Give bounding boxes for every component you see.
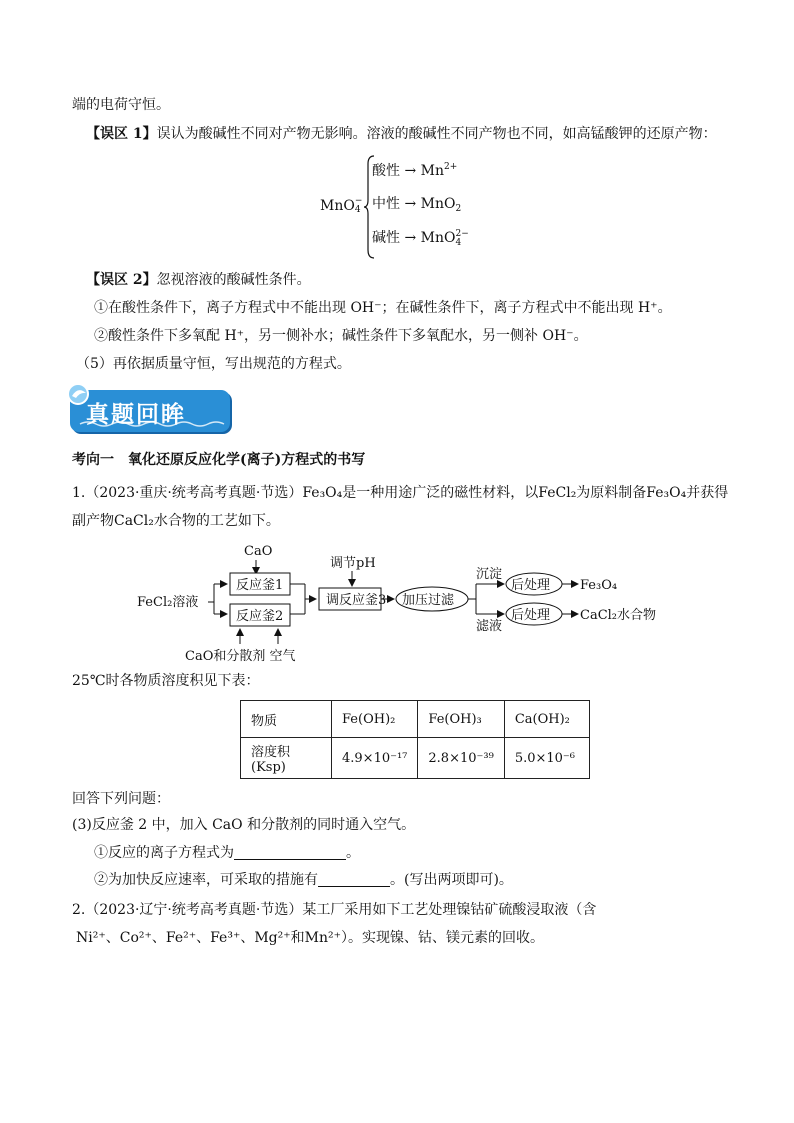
flow-prod1: Fe₃O₄: [580, 578, 618, 593]
answer-prompt: 回答下列问题：: [72, 791, 170, 807]
q1-sub3-2: ②为加快反应速率，可采取的措施有 。(写出两项即可)。: [94, 872, 513, 888]
table-cell: 溶度积(Ksp): [241, 738, 332, 779]
table-row: [241, 738, 590, 779]
mistake1-line: [86, 126, 717, 143]
svg-text:调反应釜3: 调反应釜3: [326, 593, 387, 608]
flow-precipitate: 沉淀: [476, 567, 503, 582]
table-cell: 4.9×10⁻¹⁷: [332, 738, 418, 779]
mistake1-text: 误认为酸碱性不同对产物无影响。溶液的酸碱性不同产物也不同，如高锰酸钾的还原产物：: [156, 126, 717, 142]
flow-ph: 调节pH: [330, 556, 376, 571]
process-flow-diagram: [130, 540, 690, 670]
q2-line2: Ni²⁺、Co²⁺、Fe²⁺、Fe³⁺、Mg²⁺和Mn²⁺）。实现镍、钴、镁元素的回收。: [76, 930, 544, 946]
table-header: Ca(OH)₂: [504, 701, 589, 738]
branch-neutral: 中性 → MnO$_2$: [372, 196, 462, 214]
answer-blank-1[interactable]: [234, 845, 346, 860]
table-header: Fe(OH)₃: [418, 701, 504, 738]
banner-title: 真题回眸: [86, 402, 186, 428]
mistake2-point2: ②酸性条件下多氧配 H⁺，另一侧补水；碱性条件下多氧配水，另一侧补 OH⁻。: [94, 328, 588, 344]
q2-line1: 2.（2023·辽宁·统考高考真题·节选）某工厂采用如下工艺处理镍钴矿硫酸浸取液（含: [72, 902, 597, 918]
mno4-reactant: MnO − 4: [320, 196, 363, 215]
flow-filtrate: 滤液: [476, 619, 503, 634]
q1-line2: 副产物CaCl₂水合物的工艺如下。: [72, 513, 280, 529]
flow-cao: CaO: [244, 544, 273, 559]
mistake2-tag: 【误区 2】: [86, 272, 157, 288]
svg-text:反应釜1: 反应釜1: [236, 578, 284, 593]
flow-prod2: CaCl₂水合物: [580, 608, 657, 623]
ksp-table: [240, 700, 590, 779]
table-cell: 5.0×10⁻⁶: [504, 738, 589, 779]
mistake2-point1: ①在酸性条件下，离子方程式中不能出现 OH⁻；在碱性条件下，离子方程式中不能出现 H⁺。: [94, 300, 672, 316]
svg-text:后处理: 后处理: [511, 608, 551, 623]
flow-feed: FeCl₂溶液: [137, 595, 199, 610]
answer-blank-2[interactable]: [318, 872, 390, 887]
step5: （5）再依据质量守恒，写出规范的方程式。: [76, 356, 351, 372]
flow-bottom-inputs: CaO和分散剂 空气: [185, 649, 296, 664]
branch-acid: 酸性 → $Mn^{2+}$: [372, 162, 458, 179]
svg-text:反应釜2: 反应釜2: [236, 609, 284, 624]
q1-line1: 1.（2023·重庆·统考高考真题·节选）Fe₃O₄是一种用途广泛的磁性材料，以FeCl₂为原料制备Fe₃O₄并获得: [72, 485, 729, 501]
table-header: 物质: [241, 701, 332, 738]
mistake2-text: 忽视溶液的酸碱性条件。: [156, 272, 311, 288]
section-title: 考向一 氧化还原反应化学(离子)方程式的书写: [72, 452, 366, 468]
table-cell: 2.8×10⁻³⁹: [418, 738, 504, 779]
section-banner: [66, 384, 234, 438]
table-intro: 25℃时各物质溶度积见下表：: [72, 673, 260, 689]
q1-sub3-1: ①反应的离子方程式为 。: [94, 845, 360, 861]
mistake1-tag: 【误区 1】: [86, 126, 157, 142]
svg-text:后处理: 后处理: [511, 578, 551, 593]
svg-text:加压过滤: 加压过滤: [402, 593, 455, 608]
table-header: Fe(OH)₂: [332, 701, 418, 738]
q1-sub3: (3)反应釜 2 中，加入 CaO 和分散剂的同时通入空气。: [72, 817, 416, 833]
branch-base: 碱性 → MnO 2− 4: [372, 229, 469, 248]
intro-tail: 端的电荷守恒。: [72, 97, 170, 113]
table-row: [241, 701, 590, 738]
mistake2-line: [86, 272, 311, 289]
